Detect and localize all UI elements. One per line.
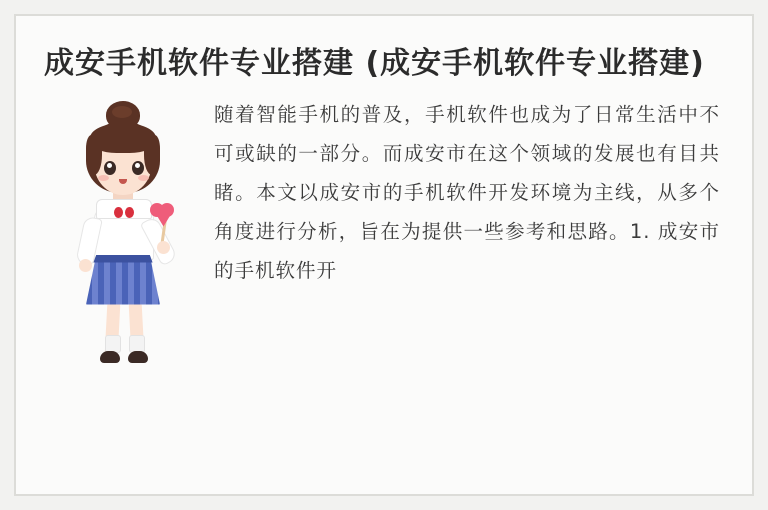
ribbon-bow-icon xyxy=(114,207,134,219)
right-sock-shape xyxy=(129,335,145,353)
hair-fringe-shape xyxy=(90,123,156,153)
left-shoe-shape xyxy=(100,351,120,363)
article-paragraph: 随着智能手机的普及，手机软件也成为了日常生活中不可或缺的一部分。而成安市在这个领域的发展也有目共睹。本文以成安市的手机软件开发环境为主线，从多个角度进行分析，旨在为提供一些参考和思路。1. 成安市的手机软件开 xyxy=(214,102,720,282)
right-eye-shape xyxy=(132,161,144,175)
right-hand-shape xyxy=(157,241,170,254)
anime-girl-figure xyxy=(50,99,200,399)
left-blush-shape xyxy=(98,175,109,181)
article-card-inner xyxy=(14,14,754,496)
mouth-shape xyxy=(119,179,127,184)
left-hand-shape xyxy=(79,259,92,272)
right-blush-shape xyxy=(138,175,149,181)
page-title: 成安手机软件专业搭建 (成安手机软件专业搭建) xyxy=(44,46,705,81)
left-eye-shape xyxy=(104,161,116,175)
left-sock-shape xyxy=(105,335,121,353)
right-shoe-shape xyxy=(128,351,148,363)
article-body-area xyxy=(44,95,724,399)
character-illustration xyxy=(50,99,200,399)
skirt-waistband-shape xyxy=(86,255,160,263)
